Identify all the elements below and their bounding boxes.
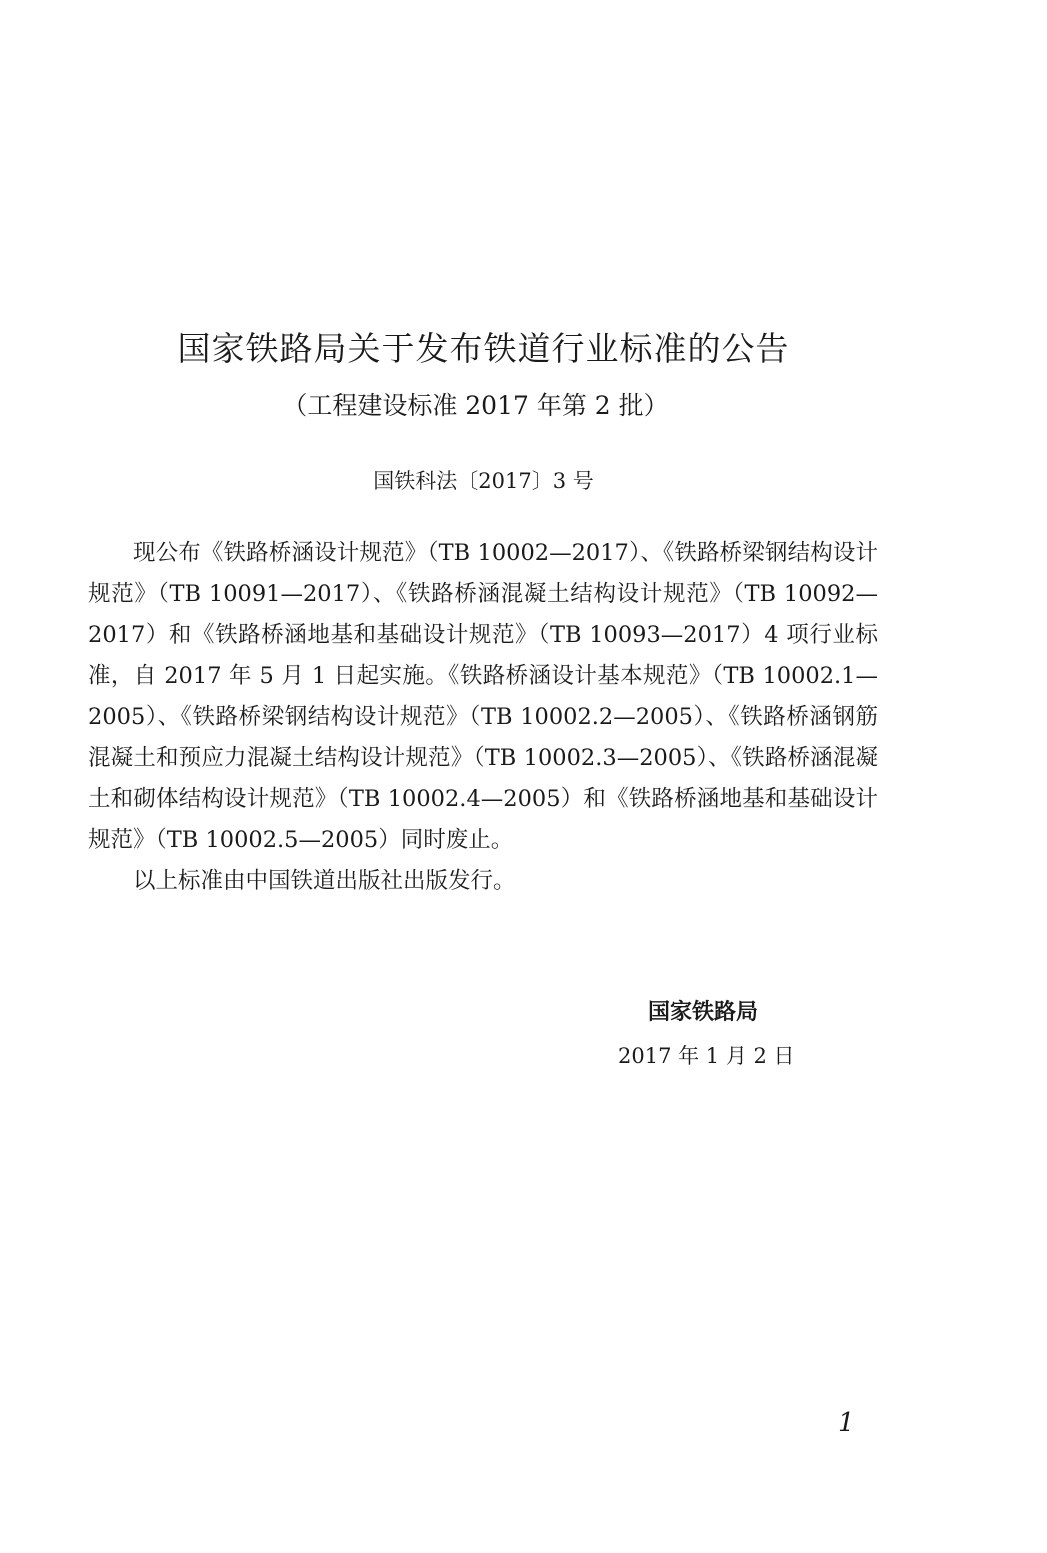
page-number: 1: [838, 1408, 855, 1438]
body-paragraph: 现公布《铁路桥涵设计规范》（TB 10002—2017）、《铁路桥梁钢结构设计规范》（TB 10091—2017）、《铁路桥涵混凝土结构设计规范》（TB 10092—2017）和《铁路桥涵地基和基础设计规范》（TB 10093—2017）4 项行业标准，自 2017 年 5 月 1 日起实施。《铁路桥涵设计基本规范》（TB 10002.1—2005）、《铁路桥梁钢结构设计规范》（TB 10002.2—2005）、《铁路桥涵钢筋混凝土和预应力混凝土结构设计规范》（TB 10002.3—2005）、《铁路桥涵混凝土和砌体结构设计规范》（TB 10002.4—2005）和《铁路桥涵地基和基础设计规范》（TB 10002.5—2005）同时废止。: [88, 540, 878, 853]
document-number: 国铁科法〔2017〕3 号: [373, 469, 594, 493]
document-title: 国家铁路局关于发布铁道行业标准的公告: [177, 329, 790, 368]
announcement-body: [88, 533, 878, 902]
document-subtitle: （工程建设标准 2017 年第 2 批）: [282, 391, 669, 420]
signature-date: 2017 年 1 月 2 日: [618, 1044, 795, 1068]
signature-block: [620, 995, 860, 1073]
body-paragraph: 以上标准由中国铁道出版社出版发行。: [133, 868, 516, 894]
signature-organization: 国家铁路局: [648, 999, 759, 1025]
